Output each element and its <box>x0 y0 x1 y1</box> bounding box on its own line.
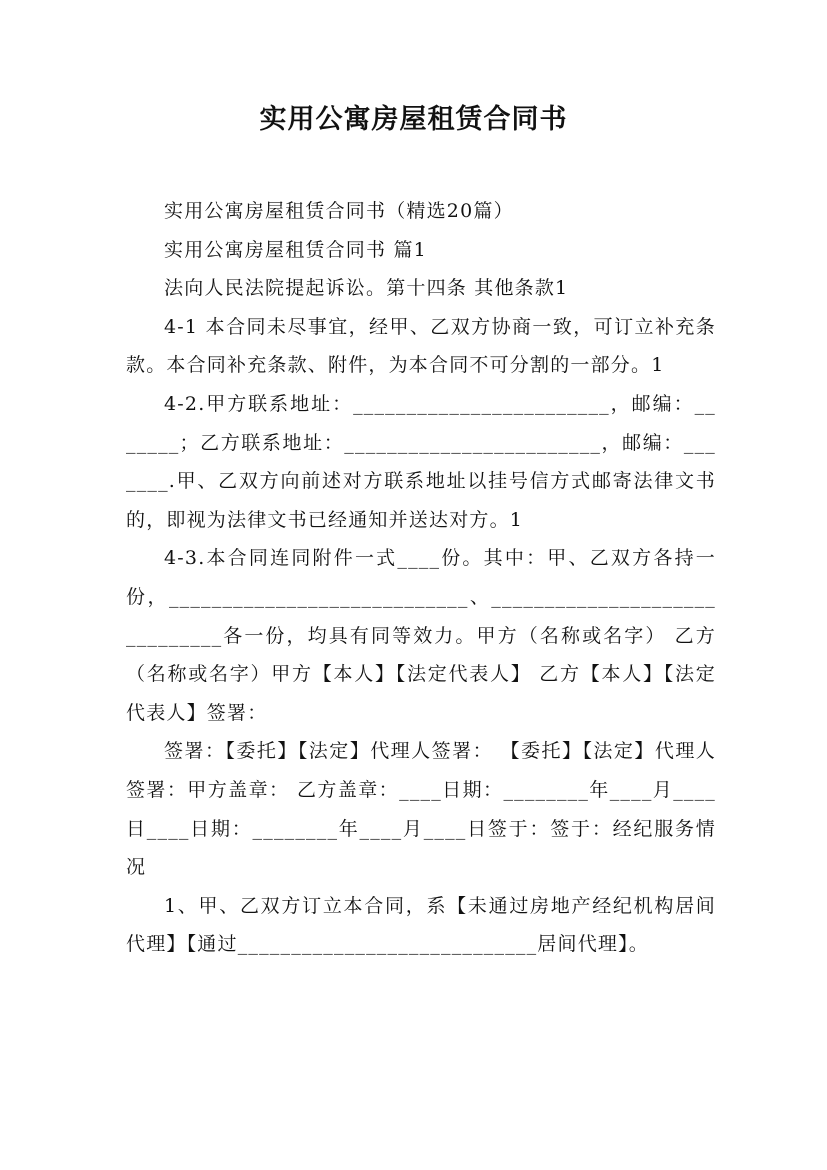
paragraph-brokerage: 1、甲、乙双方订立本合同，系【未通过房地产经纪机构居间代理】【通过____________________________居间代理】。 <box>126 894 716 956</box>
paragraph-clause-4-1: 4-1 本合同未尽事宜，经甲、乙双方协商一致，可订立补充条款。本合同补充条款、附件，为本合同不可分割的一部分。1 <box>126 315 716 377</box>
paragraph-clause-4-2: 4-2.甲方联系地址：________________________，邮编：_______；乙方联系地址：________________________，邮编：_______.甲、乙双方向前述对方联系地址以挂号信方式邮寄法律文书的，即视为法律文书已经通知并送达对方。1 <box>126 392 716 531</box>
document-body <box>126 192 716 964</box>
paragraph-chapter-heading: 实用公寓房屋租赁合同书 篇1 <box>164 238 427 261</box>
paragraph-clause-14: 法向人民法院提起诉讼。第十四条 其他条款1 <box>164 277 569 300</box>
paragraph-signatures: 签署：【委托】【法定】代理人签署： 【委托】【法定】代理人签署：甲方盖章： 乙方盖章：____日期：________年____月____日____日期：________年____月____日签于：签于：经纪服务情况 <box>126 740 716 879</box>
document-title: 实用公寓房屋租赁合同书 <box>259 104 568 135</box>
paragraph-clause-4-3: 4-3.本合同连同附件一式____份。其中：甲、乙双方各持一份，____________________________、______________________________各一份，均具有同等效力。甲方（名称或名字） 乙方（名称或名字）甲方【本人】【法定代表人】 乙方【本人】【法定代表人】签署： <box>126 547 716 724</box>
paragraph-subtitle: 实用公寓房屋租赁合同书（精选20篇） <box>164 200 514 222</box>
